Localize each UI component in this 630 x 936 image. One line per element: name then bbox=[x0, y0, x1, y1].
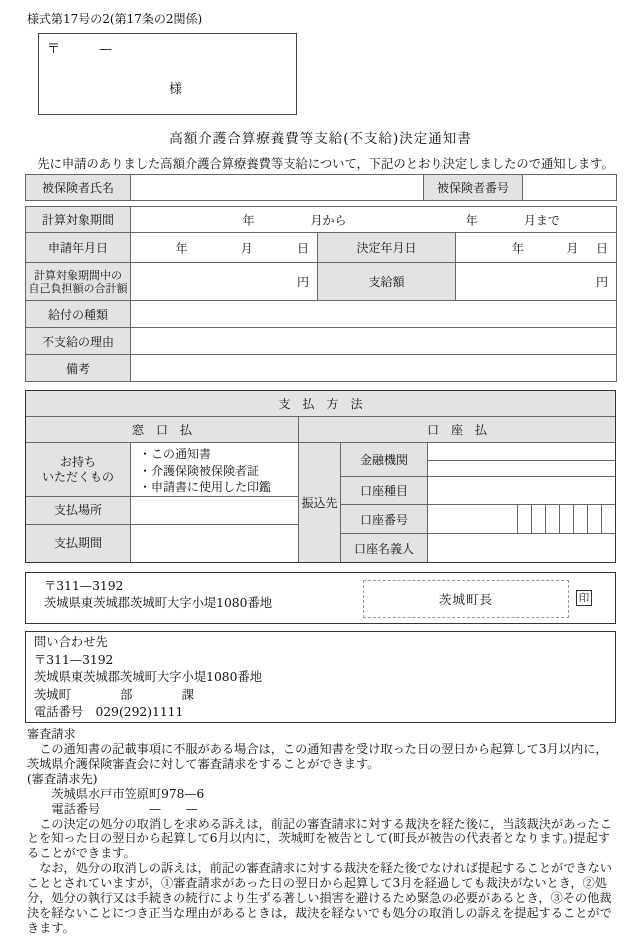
contact-address: 茨城県東茨城郡茨城町大字小堤1080番地 bbox=[34, 670, 263, 685]
items-to-bring-label-line1: お持ち bbox=[59, 454, 96, 469]
mayor-signature-box bbox=[363, 580, 569, 618]
account-payment-label: 口 座 払 bbox=[298, 417, 615, 442]
payment-amount-label: 支給額 bbox=[318, 263, 456, 301]
decision-date-field[interactable] bbox=[456, 233, 617, 263]
remarks-field[interactable] bbox=[131, 355, 617, 382]
seal-placeholder: 印 bbox=[576, 590, 592, 606]
payment-amount-field[interactable]: 円 bbox=[456, 263, 617, 301]
application-date-field[interactable] bbox=[131, 233, 318, 263]
account-number-label: 口座番号 bbox=[341, 505, 428, 533]
financial-institution-label: 金融機関 bbox=[341, 443, 428, 476]
payment-place-label: 支払場所 bbox=[26, 497, 131, 524]
addressee-window-box bbox=[38, 33, 297, 115]
contact-heading: 問い合わせ先 bbox=[34, 635, 108, 649]
insured-number-field[interactable] bbox=[523, 175, 617, 201]
unit-day: 日 bbox=[596, 241, 609, 255]
issuer-postal: 〒311—3192 bbox=[44, 579, 124, 593]
table-row bbox=[26, 175, 617, 201]
payment-method-subheader bbox=[26, 417, 615, 443]
insured-number-label: 被保険者番号 bbox=[424, 175, 523, 201]
payment-period-label: 支払期間 bbox=[26, 525, 131, 562]
account-number-digit-cell[interactable] bbox=[573, 505, 587, 533]
remarks-label: 備考 bbox=[26, 355, 131, 382]
unit-month-from: 月から bbox=[310, 213, 347, 227]
account-number-digit-cell[interactable] bbox=[601, 505, 615, 533]
table-row bbox=[26, 497, 298, 525]
issuer-address: 茨城県東茨城郡茨城町大字小堤1080番地 bbox=[44, 596, 273, 610]
account-type-label: 口座種目 bbox=[341, 477, 428, 504]
form-number: 様式第17号の2(第17条の2関係) bbox=[27, 12, 203, 26]
list-item: ・この通知書 bbox=[139, 447, 212, 461]
addressee-postal-code[interactable]: 〒 — bbox=[47, 42, 113, 57]
payment-method-table bbox=[25, 390, 616, 563]
decision-date-label: 決定年月日 bbox=[318, 233, 456, 263]
contact-phone: 電話番号 029(292)1111 bbox=[34, 705, 184, 720]
account-holder-label: 口座名義人 bbox=[341, 534, 428, 562]
issuer-box bbox=[25, 572, 616, 624]
intro-sentence: 先に申請のありました高額介護合算療養費等支給について，下記のとおり決定しましたので通知します。 bbox=[37, 157, 614, 171]
decision-table bbox=[25, 206, 617, 382]
appeal-destination-address: 茨城県水戸市笠原町978—6 bbox=[51, 786, 205, 801]
calc-period-field[interactable] bbox=[131, 207, 617, 233]
appeal-destination-phone: 電話番号 — — bbox=[51, 801, 198, 816]
table-row bbox=[341, 505, 615, 534]
table-row bbox=[26, 207, 617, 233]
table-row bbox=[26, 525, 298, 562]
account-number-digit-cell[interactable] bbox=[545, 505, 559, 533]
payment-method-body bbox=[26, 443, 615, 562]
self-pay-total-label bbox=[26, 263, 131, 301]
benefit-type-label: 給付の種類 bbox=[26, 301, 131, 328]
table-row bbox=[26, 301, 617, 328]
unit-year: 年 bbox=[242, 213, 255, 227]
self-pay-total-label-line1: 計算対象期間中の bbox=[34, 268, 122, 282]
unit-day: 日 bbox=[296, 241, 309, 255]
account-number-digit-cell[interactable] bbox=[587, 505, 601, 533]
contact-postal: 〒311—3192 bbox=[34, 652, 114, 667]
self-pay-total-label-line2: 自己負担額の合計額 bbox=[28, 281, 128, 295]
table-row bbox=[26, 263, 617, 301]
account-number-digit-cell[interactable] bbox=[517, 505, 531, 533]
appeal-paragraph-1: この通知書の記載事項に不服がある場合は，この通知書を受け取った日の翌日から起算して3月以内に，茨城県介護保険審査会に対して審査請求をすることができます。 bbox=[27, 742, 608, 771]
unit-year: 年 bbox=[512, 241, 525, 255]
items-to-bring-label bbox=[26, 443, 131, 496]
table-row bbox=[341, 477, 615, 505]
items-to-bring-label-line2: いただくもの bbox=[41, 469, 114, 484]
benefit-type-field[interactable] bbox=[131, 301, 617, 328]
table-row bbox=[26, 328, 617, 355]
mayor-title: 茨城町長 bbox=[438, 591, 493, 607]
account-holder-field[interactable] bbox=[428, 534, 615, 562]
account-number-digit-cell[interactable] bbox=[531, 505, 545, 533]
window-payment-section bbox=[26, 443, 298, 562]
transfer-destination-label: 振込先 bbox=[299, 443, 341, 562]
account-number-digit-cell[interactable] bbox=[559, 505, 573, 533]
appeal-heading: 審査請求 bbox=[27, 727, 76, 741]
transfer-details bbox=[341, 443, 615, 562]
payment-period-field[interactable] bbox=[131, 525, 298, 562]
table-row bbox=[341, 534, 615, 562]
insured-name-label: 被保険者氏名 bbox=[26, 175, 131, 201]
appeal-destination-label: (審査請求先) bbox=[27, 771, 98, 786]
unit-month: 月 bbox=[240, 241, 253, 255]
appeal-paragraph-3: なお，処分の取消しの訴えは，前記の審査請求に対する裁決を経た後でなければ提起することができないこととされていますが，①審査請求があった日の翌日から起算して3月を経過しても裁決がないとき，②処分，処分の執行又は手続きの続行により生ずる著しい損害を避けるため緊急の必要があるとき，③その他裁決を経ないことにつき正当な理由があるときは，裁決を経ないでも処分の取消しの訴えを提起することができます。 bbox=[27, 861, 612, 935]
payment-place-field[interactable] bbox=[131, 497, 298, 524]
account-number-cells bbox=[517, 505, 615, 533]
appeal-paragraph-2: この決定の処分の取消しを求める訴えは，前記の審査請求に対する裁決を経た後に，当該裁決があったことを知った日の翌日から起算して6月以内に，茨城町を被告として(町長が被告の代表者となります。)提起することができます。 bbox=[27, 816, 612, 861]
list-item: ・申請書に使用した印鑑 bbox=[139, 480, 272, 494]
payment-method-header: 支 払 方 法 bbox=[26, 391, 615, 417]
unit-year: 年 bbox=[465, 213, 478, 227]
bank-field-divider bbox=[428, 460, 615, 461]
non-payment-reason-field[interactable] bbox=[131, 328, 617, 355]
table-row bbox=[26, 355, 617, 382]
calc-period-label: 計算対象期間 bbox=[26, 207, 131, 233]
self-pay-total-field[interactable]: 円 bbox=[131, 263, 318, 301]
items-to-bring-list bbox=[131, 443, 298, 496]
appeal-section bbox=[27, 727, 616, 936]
insured-table bbox=[25, 174, 617, 201]
document-title: 高額介護合算療養費等支給(不支給)決定通知書 bbox=[169, 131, 472, 147]
insured-name-field[interactable] bbox=[131, 175, 424, 201]
contact-department: 茨城町 部 課 bbox=[34, 687, 194, 702]
account-type-field[interactable] bbox=[428, 477, 615, 504]
contact-box bbox=[25, 631, 616, 723]
addressee-honorific: 様 bbox=[169, 82, 183, 97]
table-row bbox=[26, 443, 298, 497]
account-payment-section bbox=[298, 443, 615, 562]
table-row bbox=[26, 233, 617, 263]
unit-month-to: 月まで bbox=[523, 213, 560, 227]
window-payment-label: 窓 口 払 bbox=[26, 417, 298, 442]
table-row bbox=[341, 443, 615, 477]
unit-year: 年 bbox=[175, 241, 188, 255]
financial-institution-field[interactable] bbox=[428, 443, 615, 476]
account-number-field[interactable] bbox=[428, 505, 615, 533]
non-payment-reason-label: 不支給の理由 bbox=[26, 328, 131, 355]
list-item: ・介護保険被保険者証 bbox=[139, 463, 260, 478]
application-date-label: 申請年月日 bbox=[26, 233, 131, 263]
unit-month: 月 bbox=[566, 241, 579, 255]
